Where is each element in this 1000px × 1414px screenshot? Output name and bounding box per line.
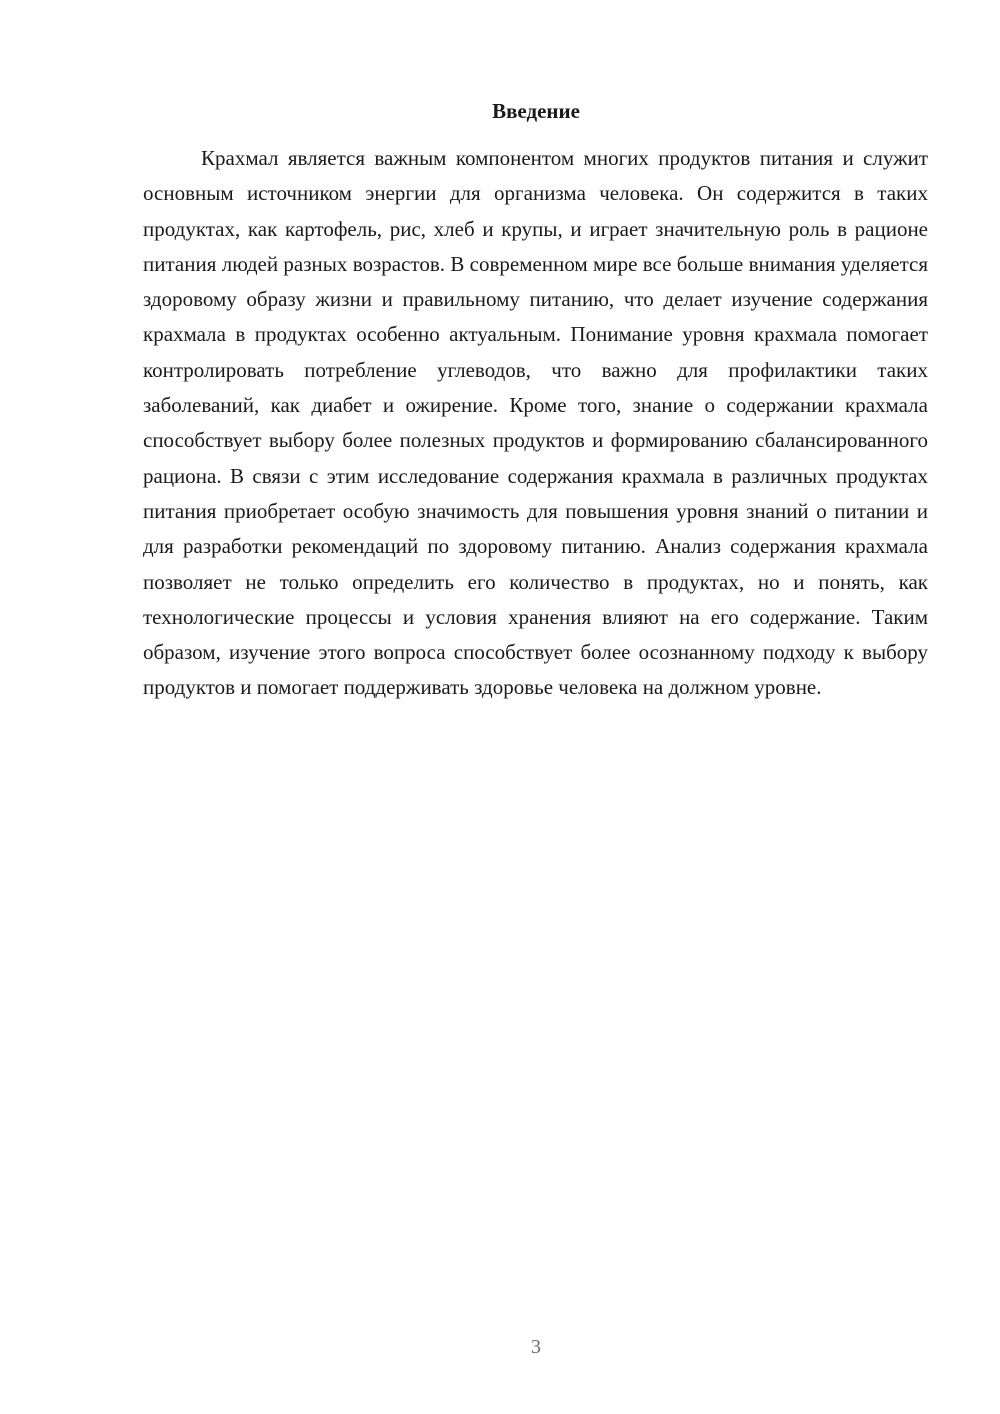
body-paragraph: Крахмал является важным компонентом многих продуктов питания и служит основным источником энергии для организма человека. Он содержится в таких продуктах, как картофель, рис, хлеб и крупы, и играет значительную роль в рационе питания людей разных возрастов. В современном мире все больше внимания уделяется здоровому образу жизни и правильному питанию, что делает изучение содержания крахмала в продуктах особенно актуальным. Понимание уровня крахмала помогает контролировать потребление углеводов, что важно для профилактики таких заболеваний, как диабет и ожирение. Кроме того, знание о содержании крахмала способствует выбору более полезных продуктов и формированию сбалансированного рациона. В связи с этим исследование содержания крахмала в различных продуктах питания приобретает особую значимость для повышения уровня знаний о питании и для разработки рекомендаций по здоровому питанию. Анализ содержания крахмала позволяет не только определить его количество в продуктах, но и понять, как технологические процессы и условия хранения влияют на его содержание. Таким образом, изучение этого вопроса способствует более осознанному подходу к выбору продуктов и помогает поддерживать здоровье человека на должном уровне.	[143, 146, 928, 700]
section-heading: Введение	[492, 99, 580, 123]
page-number: 3	[531, 1336, 541, 1358]
